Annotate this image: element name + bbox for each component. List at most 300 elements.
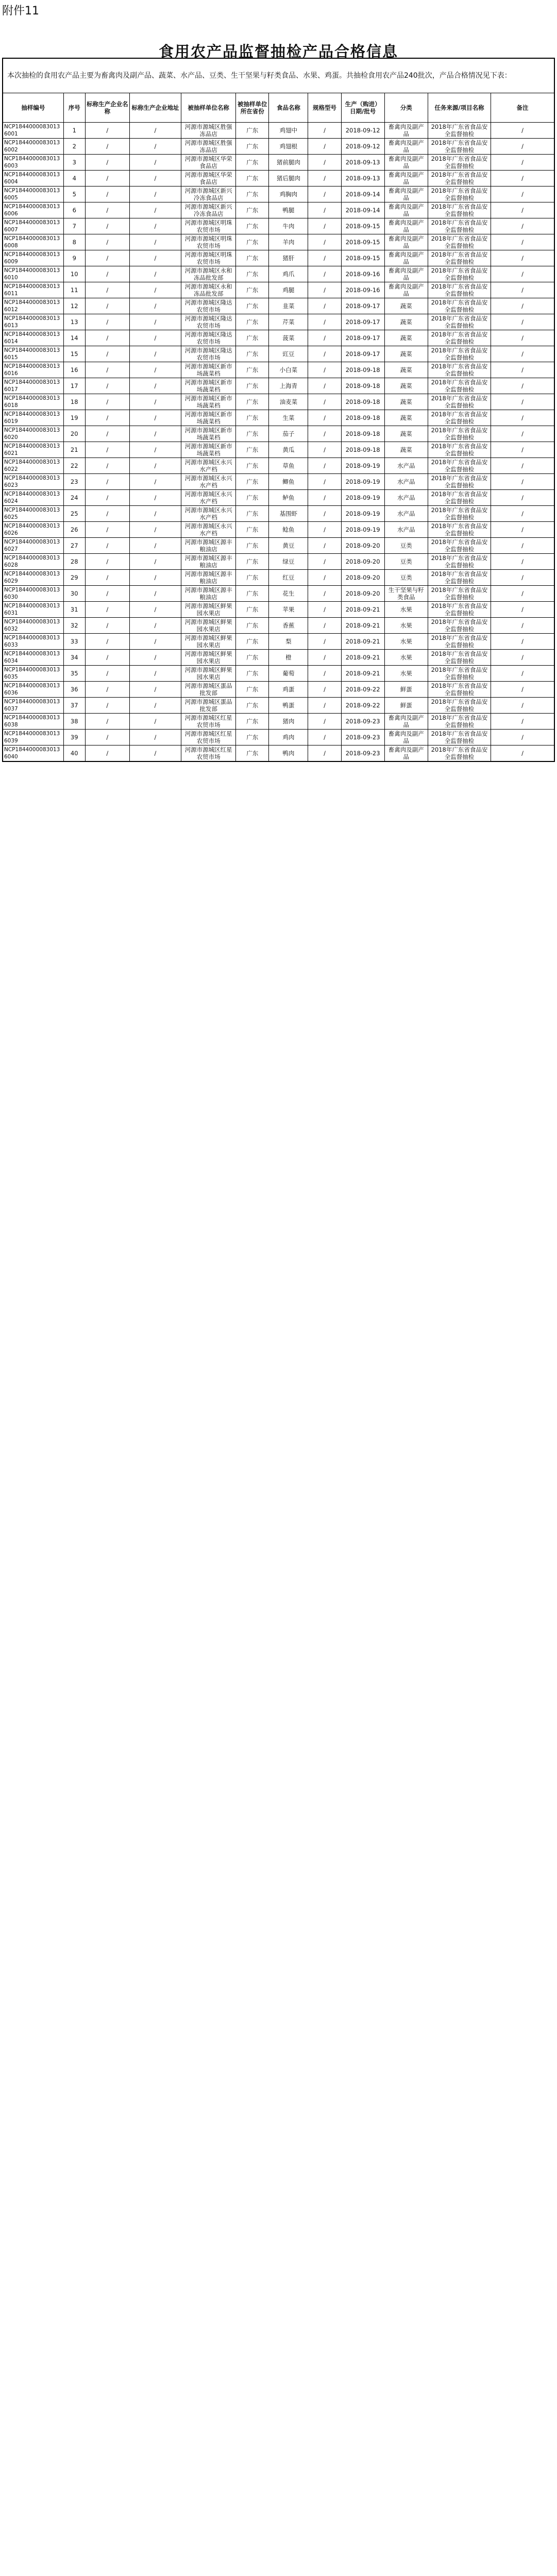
cell-spec: / <box>308 682 341 698</box>
cell-province: 广东 <box>236 314 269 330</box>
cell-sample-code: NCP18440000830136004 <box>3 171 63 187</box>
cell-date: 2018-09-22 <box>341 682 384 698</box>
cell-date: 2018-09-12 <box>341 139 384 155</box>
cell-producer-address: / <box>129 506 181 522</box>
cell-producer-address: / <box>129 650 181 666</box>
cell-date: 2018-09-17 <box>341 346 384 362</box>
cell-food-name: 韭菜 <box>269 298 308 314</box>
cell-sample-code: NCP18440000830136016 <box>3 362 63 378</box>
cell-food-name: 草鱼 <box>269 458 308 474</box>
cell-category: 水果 <box>384 618 428 634</box>
cell-spec: / <box>308 730 341 745</box>
cell-date: 2018-09-18 <box>341 410 384 426</box>
cell-task-source: 2018年广东省食品安全监督抽检 <box>428 442 491 458</box>
cell-spec: / <box>308 618 341 634</box>
cell-task-source: 2018年广东省食品安全监督抽检 <box>428 698 491 714</box>
table-row <box>3 250 554 266</box>
cell-province: 广东 <box>236 282 269 298</box>
cell-sample-code: NCP18440000830136015 <box>3 346 63 362</box>
cell-date: 2018-09-22 <box>341 698 384 714</box>
cell-task-source: 2018年广东省食品安全监督抽检 <box>428 490 491 506</box>
cell-producer-name: / <box>85 298 129 314</box>
cell-remark: / <box>491 458 554 474</box>
cell-province: 广东 <box>236 250 269 266</box>
cell-task-source: 2018年广东省食品安全监督抽检 <box>428 506 491 522</box>
cell-remark: / <box>491 650 554 666</box>
cell-producer-name: / <box>85 650 129 666</box>
cell-sampled-unit: 河源市源城区鲜果园水果店 <box>181 666 236 682</box>
cell-spec: / <box>308 123 341 139</box>
table-row <box>3 538 554 554</box>
table-row <box>3 586 554 602</box>
cell-spec: / <box>308 666 341 682</box>
cell-category: 畜禽肉及副产品 <box>384 234 428 250</box>
cell-producer-name: / <box>85 522 129 538</box>
table-row <box>3 266 554 282</box>
cell-category: 豆类 <box>384 538 428 554</box>
header-task-source: 任务来源/项目名称 <box>428 93 491 123</box>
cell-index: 12 <box>63 298 85 314</box>
cell-sampled-unit: 河源市源城区隆达农贸市场 <box>181 346 236 362</box>
cell-province: 广东 <box>236 602 269 618</box>
cell-category: 水产品 <box>384 490 428 506</box>
cell-index: 33 <box>63 634 85 650</box>
cell-sample-code: NCP18440000830136026 <box>3 522 63 538</box>
cell-sampled-unit: 河源市源城区永兴水产档 <box>181 490 236 506</box>
header-category: 分类 <box>384 93 428 123</box>
cell-date: 2018-09-19 <box>341 474 384 490</box>
cell-task-source: 2018年广东省食品安全监督抽检 <box>428 586 491 602</box>
cell-sample-code: NCP18440000830136017 <box>3 378 63 394</box>
cell-province: 广东 <box>236 123 269 139</box>
cell-food-name: 鲫鱼 <box>269 474 308 490</box>
cell-sampled-unit: 河源市源城区源丰粮油店 <box>181 538 236 554</box>
cell-sampled-unit: 河源市源城区华荣食品店 <box>181 155 236 171</box>
cell-spec: / <box>308 139 341 155</box>
cell-remark: / <box>491 410 554 426</box>
page-title: 食用农产品监督抽检产品合格信息 <box>158 43 398 60</box>
cell-province: 广东 <box>236 330 269 346</box>
header-date: 生产（购进）日期/批号 <box>341 93 384 123</box>
cell-remark: / <box>491 745 554 762</box>
cell-date: 2018-09-19 <box>341 522 384 538</box>
cell-index: 24 <box>63 490 85 506</box>
cell-category: 水果 <box>384 634 428 650</box>
cell-producer-address: / <box>129 714 181 730</box>
cell-province: 广东 <box>236 266 269 282</box>
cell-category: 水果 <box>384 666 428 682</box>
cell-producer-address: / <box>129 346 181 362</box>
cell-task-source: 2018年广东省食品安全监督抽检 <box>428 171 491 187</box>
cell-producer-address: / <box>129 682 181 698</box>
cell-province: 广东 <box>236 730 269 745</box>
cell-index: 26 <box>63 522 85 538</box>
cell-remark: / <box>491 490 554 506</box>
cell-producer-address: / <box>129 266 181 282</box>
cell-producer-address: / <box>129 730 181 745</box>
cell-producer-name: / <box>85 330 129 346</box>
cell-category: 水果 <box>384 650 428 666</box>
cell-task-source: 2018年广东省食品安全监督抽检 <box>428 123 491 139</box>
cell-producer-address: / <box>129 426 181 442</box>
cell-food-name: 生菜 <box>269 410 308 426</box>
cell-sampled-unit: 河源市源城区胜强冻品店 <box>181 123 236 139</box>
cell-producer-name: / <box>85 394 129 410</box>
cell-date: 2018-09-23 <box>341 745 384 762</box>
cell-producer-address: / <box>129 602 181 618</box>
cell-sample-code: NCP18440000830136030 <box>3 586 63 602</box>
cell-sampled-unit: 河源市源城区源丰粮油店 <box>181 554 236 570</box>
cell-producer-name: / <box>85 410 129 426</box>
table-row <box>3 458 554 474</box>
cell-producer-name: / <box>85 155 129 171</box>
cell-producer-address: / <box>129 570 181 586</box>
cell-food-name: 羊肉 <box>269 234 308 250</box>
cell-sampled-unit: 河源市源城区源丰粮油店 <box>181 570 236 586</box>
cell-food-name: 鸡肉 <box>269 730 308 745</box>
cell-remark: / <box>491 474 554 490</box>
cell-producer-address: / <box>129 155 181 171</box>
cell-food-name: 猪肉 <box>269 714 308 730</box>
cell-remark: / <box>491 362 554 378</box>
cell-producer-address: / <box>129 362 181 378</box>
cell-task-source: 2018年广东省食品安全监督抽检 <box>428 602 491 618</box>
cell-province: 广东 <box>236 666 269 682</box>
cell-producer-address: / <box>129 250 181 266</box>
cell-spec: / <box>308 426 341 442</box>
table-row <box>3 139 554 155</box>
cell-producer-address: / <box>129 410 181 426</box>
cell-sample-code: NCP18440000830136006 <box>3 202 63 218</box>
cell-spec: / <box>308 745 341 762</box>
cell-task-source: 2018年广东省食品安全监督抽检 <box>428 266 491 282</box>
cell-index: 39 <box>63 730 85 745</box>
cell-category: 畜禽肉及副产品 <box>384 714 428 730</box>
header-province: 被抽样单位所在省份 <box>236 93 269 123</box>
cell-producer-name: / <box>85 218 129 234</box>
cell-producer-address: / <box>129 123 181 139</box>
cell-province: 广东 <box>236 634 269 650</box>
table-row <box>3 570 554 586</box>
cell-sample-code: NCP18440000830136008 <box>3 234 63 250</box>
cell-spec: / <box>308 250 341 266</box>
cell-producer-address: / <box>129 378 181 394</box>
cell-task-source: 2018年广东省食品安全监督抽检 <box>428 218 491 234</box>
table-row <box>3 298 554 314</box>
cell-province: 广东 <box>236 155 269 171</box>
table-row <box>3 650 554 666</box>
cell-category: 畜禽肉及副产品 <box>384 218 428 234</box>
cell-remark: / <box>491 426 554 442</box>
cell-index: 35 <box>63 666 85 682</box>
cell-sample-code: NCP18440000830136020 <box>3 426 63 442</box>
cell-index: 3 <box>63 155 85 171</box>
cell-index: 11 <box>63 282 85 298</box>
cell-producer-name: / <box>85 282 129 298</box>
cell-food-name: 鸡腿 <box>269 282 308 298</box>
cell-food-name: 红豆 <box>269 570 308 586</box>
cell-index: 15 <box>63 346 85 362</box>
cell-task-source: 2018年广东省食品安全监督抽检 <box>428 250 491 266</box>
cell-producer-address: / <box>129 234 181 250</box>
cell-category: 畜禽肉及副产品 <box>384 187 428 202</box>
cell-sample-code: NCP18440000830136009 <box>3 250 63 266</box>
cell-sampled-unit: 河源市源城区鲜果园水果店 <box>181 602 236 618</box>
cell-spec: / <box>308 714 341 730</box>
cell-sampled-unit: 河源市源城区隆达农贸市场 <box>181 314 236 330</box>
cell-remark: / <box>491 298 554 314</box>
cell-date: 2018-09-18 <box>341 378 384 394</box>
table-row <box>3 522 554 538</box>
cell-index: 38 <box>63 714 85 730</box>
cell-producer-name: / <box>85 682 129 698</box>
cell-food-name: 黄瓜 <box>269 442 308 458</box>
cell-task-source: 2018年广东省食品安全监督抽检 <box>428 314 491 330</box>
cell-spec: / <box>308 634 341 650</box>
cell-producer-address: / <box>129 139 181 155</box>
cell-date: 2018-09-18 <box>341 442 384 458</box>
cell-remark: / <box>491 682 554 698</box>
cell-remark: / <box>491 394 554 410</box>
cell-sampled-unit: 河源市源城区明珠农贸市场 <box>181 234 236 250</box>
cell-spec: / <box>308 234 341 250</box>
header-sampled-unit: 被抽样单位名称 <box>181 93 236 123</box>
cell-task-source: 2018年广东省食品安全监督抽检 <box>428 458 491 474</box>
cell-task-source: 2018年广东省食品安全监督抽检 <box>428 570 491 586</box>
cell-spec: / <box>308 410 341 426</box>
cell-province: 广东 <box>236 554 269 570</box>
cell-spec: / <box>308 554 341 570</box>
cell-sampled-unit: 河源市源城区新市场蔬菜档 <box>181 410 236 426</box>
cell-remark: / <box>491 171 554 187</box>
cell-spec: / <box>308 522 341 538</box>
cell-category: 畜禽肉及副产品 <box>384 123 428 139</box>
cell-food-name: 苹果 <box>269 602 308 618</box>
cell-category: 豆类 <box>384 554 428 570</box>
cell-sample-code: NCP18440000830136021 <box>3 442 63 458</box>
cell-spec: / <box>308 171 341 187</box>
cell-producer-name: / <box>85 474 129 490</box>
header-spec: 规格型号 <box>308 93 341 123</box>
cell-sample-code: NCP18440000830136029 <box>3 570 63 586</box>
cell-category: 蔬菜 <box>384 362 428 378</box>
cell-date: 2018-09-19 <box>341 490 384 506</box>
cell-food-name: 猪后腿肉 <box>269 171 308 187</box>
cell-index: 37 <box>63 698 85 714</box>
cell-producer-address: / <box>129 442 181 458</box>
cell-province: 广东 <box>236 698 269 714</box>
cell-date: 2018-09-17 <box>341 314 384 330</box>
cell-date: 2018-09-20 <box>341 570 384 586</box>
cell-spec: / <box>308 314 341 330</box>
table-row <box>3 474 554 490</box>
cell-sampled-unit: 河源市源城区新市场蔬菜档 <box>181 362 236 378</box>
cell-producer-name: / <box>85 634 129 650</box>
cell-sampled-unit: 河源市源城区永兴水产档 <box>181 458 236 474</box>
table-row <box>3 314 554 330</box>
table-row <box>3 346 554 362</box>
cell-category: 畜禽肉及副产品 <box>384 745 428 762</box>
cell-category: 畜禽肉及副产品 <box>384 171 428 187</box>
header-producer-name: 标称生产企业名称 <box>85 93 129 123</box>
cell-province: 广东 <box>236 442 269 458</box>
cell-sampled-unit: 河源市源城区新兴冷冻食品店 <box>181 187 236 202</box>
header-sample-code: 抽样编号 <box>3 93 63 123</box>
cell-index: 28 <box>63 554 85 570</box>
cell-producer-name: / <box>85 714 129 730</box>
cell-index: 18 <box>63 394 85 410</box>
cell-index: 22 <box>63 458 85 474</box>
cell-food-name: 猪肝 <box>269 250 308 266</box>
cell-sample-code: NCP18440000830136012 <box>3 298 63 314</box>
cell-remark: / <box>491 346 554 362</box>
cell-task-source: 2018年广东省食品安全监督抽检 <box>428 346 491 362</box>
cell-food-name: 鸡蛋 <box>269 682 308 698</box>
cell-producer-name: / <box>85 234 129 250</box>
cell-date: 2018-09-18 <box>341 394 384 410</box>
cell-producer-name: / <box>85 698 129 714</box>
cell-sample-code: NCP18440000830136036 <box>3 682 63 698</box>
cell-date: 2018-09-15 <box>341 234 384 250</box>
cell-spec: / <box>308 490 341 506</box>
cell-remark: / <box>491 618 554 634</box>
cell-category: 蔬菜 <box>384 426 428 442</box>
cell-producer-name: / <box>85 187 129 202</box>
cell-producer-name: / <box>85 346 129 362</box>
cell-index: 19 <box>63 410 85 426</box>
cell-province: 广东 <box>236 378 269 394</box>
cell-date: 2018-09-16 <box>341 282 384 298</box>
cell-food-name: 葡萄 <box>269 666 308 682</box>
cell-producer-address: / <box>129 634 181 650</box>
cell-task-source: 2018年广东省食品安全监督抽检 <box>428 282 491 298</box>
cell-index: 27 <box>63 538 85 554</box>
cell-spec: / <box>308 586 341 602</box>
table-row <box>3 362 554 378</box>
cell-task-source: 2018年广东省食品安全监督抽检 <box>428 745 491 762</box>
cell-sample-code: NCP18440000830136027 <box>3 538 63 554</box>
cell-sample-code: NCP18440000830136018 <box>3 394 63 410</box>
cell-spec: / <box>308 506 341 522</box>
cell-producer-address: / <box>129 202 181 218</box>
cell-remark: / <box>491 202 554 218</box>
table-row <box>3 234 554 250</box>
cell-date: 2018-09-21 <box>341 618 384 634</box>
cell-index: 8 <box>63 234 85 250</box>
cell-province: 广东 <box>236 410 269 426</box>
cell-task-source: 2018年广东省食品安全监督抽检 <box>428 426 491 442</box>
table-row <box>3 506 554 522</box>
cell-category: 生干坚果与籽类食品 <box>384 586 428 602</box>
cell-spec: / <box>308 346 341 362</box>
cell-sampled-unit: 河源市源城区鲜果园水果店 <box>181 650 236 666</box>
cell-sample-code: NCP18440000830136039 <box>3 730 63 745</box>
cell-sampled-unit: 河源市源城区红星农贸市场 <box>181 714 236 730</box>
cell-sampled-unit: 河源市源城区永兴水产档 <box>181 522 236 538</box>
cell-food-name: 上海青 <box>269 378 308 394</box>
cell-producer-address: / <box>129 218 181 234</box>
cell-task-source: 2018年广东省食品安全监督抽检 <box>428 650 491 666</box>
table-row <box>3 698 554 714</box>
table-row <box>3 634 554 650</box>
cell-remark: / <box>491 234 554 250</box>
cell-producer-name: / <box>85 123 129 139</box>
cell-sampled-unit: 河源市源城区新市场蔬菜档 <box>181 394 236 410</box>
cell-sampled-unit: 河源市源城区隆达农贸市场 <box>181 330 236 346</box>
cell-index: 31 <box>63 602 85 618</box>
cell-remark: / <box>491 730 554 745</box>
cell-sample-code: NCP18440000830136038 <box>3 714 63 730</box>
cell-index: 29 <box>63 570 85 586</box>
cell-spec: / <box>308 266 341 282</box>
cell-task-source: 2018年广东省食品安全监督抽检 <box>428 187 491 202</box>
cell-spec: / <box>308 378 341 394</box>
cell-sampled-unit: 河源市源城区永兴水产档 <box>181 506 236 522</box>
cell-date: 2018-09-16 <box>341 266 384 282</box>
cell-remark: / <box>491 634 554 650</box>
cell-date: 2018-09-23 <box>341 730 384 745</box>
cell-producer-name: / <box>85 554 129 570</box>
cell-sample-code: NCP18440000830136034 <box>3 650 63 666</box>
cell-producer-name: / <box>85 202 129 218</box>
cell-producer-address: / <box>129 298 181 314</box>
cell-remark: / <box>491 282 554 298</box>
cell-task-source: 2018年广东省食品安全监督抽检 <box>428 474 491 490</box>
cell-index: 7 <box>63 218 85 234</box>
cell-producer-address: / <box>129 394 181 410</box>
cell-index: 16 <box>63 362 85 378</box>
cell-spec: / <box>308 442 341 458</box>
cell-index: 23 <box>63 474 85 490</box>
cell-food-name: 鸡胸肉 <box>269 187 308 202</box>
table-row <box>3 730 554 745</box>
cell-category: 畜禽肉及副产品 <box>384 250 428 266</box>
cell-province: 广东 <box>236 682 269 698</box>
cell-remark: / <box>491 554 554 570</box>
cell-province: 广东 <box>236 234 269 250</box>
cell-category: 蔬菜 <box>384 330 428 346</box>
cell-producer-address: / <box>129 554 181 570</box>
cell-task-source: 2018年广东省食品安全监督抽检 <box>428 618 491 634</box>
cell-sample-code: NCP18440000830136025 <box>3 506 63 522</box>
cell-index: 36 <box>63 682 85 698</box>
cell-category: 水产品 <box>384 474 428 490</box>
cell-sample-code: NCP18440000830136031 <box>3 602 63 618</box>
cell-food-name: 绿豆 <box>269 554 308 570</box>
cell-producer-address: / <box>129 474 181 490</box>
cell-sample-code: NCP18440000830136001 <box>3 123 63 139</box>
cell-date: 2018-09-20 <box>341 586 384 602</box>
cell-date: 2018-09-14 <box>341 202 384 218</box>
cell-date: 2018-09-20 <box>341 538 384 554</box>
cell-producer-name: / <box>85 139 129 155</box>
cell-province: 广东 <box>236 218 269 234</box>
header-food-name: 食品名称 <box>269 93 308 123</box>
cell-spec: / <box>308 330 341 346</box>
cell-province: 广东 <box>236 458 269 474</box>
cell-producer-name: / <box>85 250 129 266</box>
cell-producer-name: / <box>85 442 129 458</box>
cell-producer-name: / <box>85 171 129 187</box>
cell-spec: / <box>308 155 341 171</box>
cell-task-source: 2018年广东省食品安全监督抽检 <box>428 139 491 155</box>
cell-food-name: 芹菜 <box>269 314 308 330</box>
cell-producer-name: / <box>85 586 129 602</box>
cell-food-name: 鸭肉 <box>269 745 308 762</box>
cell-sample-code: NCP18440000830136032 <box>3 618 63 634</box>
table-row <box>3 155 554 171</box>
cell-date: 2018-09-17 <box>341 298 384 314</box>
